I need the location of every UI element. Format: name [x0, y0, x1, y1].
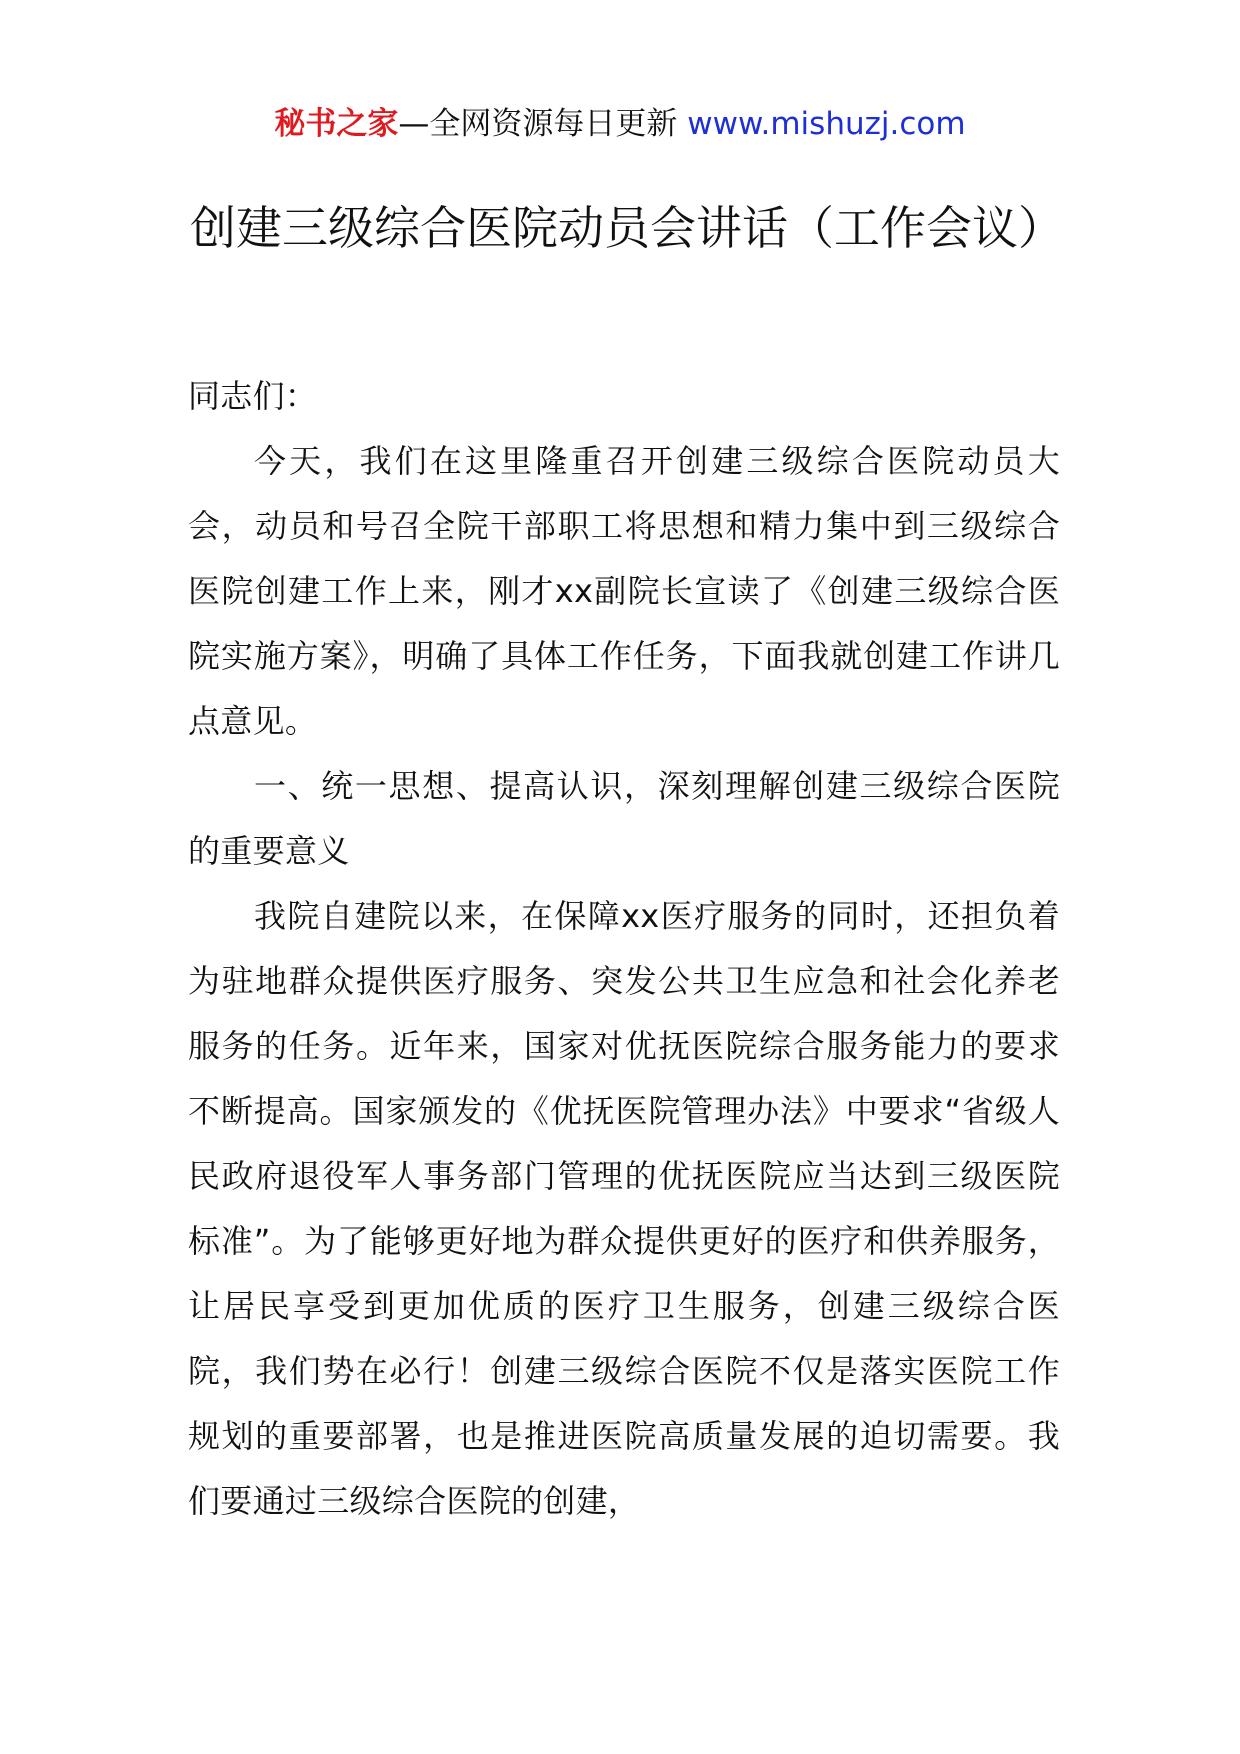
document-body: [188, 364, 1060, 1534]
document-title: 创建三级综合医院动员会讲话（工作会议）: [190, 201, 1064, 255]
salutation: 同志们：: [188, 377, 318, 415]
section-heading-1: 一、统一思想、提高认识，深刻理解创建三级综合医院的重要意义: [188, 767, 1060, 870]
site-url-link[interactable]: www.mishuzj.com: [687, 106, 966, 142]
header-tagline: —全网资源每日更新: [398, 106, 688, 142]
site-header: [0, 102, 1240, 146]
paragraph-intro: 今天，我们在这里隆重召开创建三级综合医院动员大会，动员和号召全院干部职工将思想和精力集中到三级综合医院创建工作上来，刚才xx副院长宣读了《创建三级综合医院实施方案》，明确了具体工作任务，下面我就创建工作讲几点意见。: [188, 442, 1060, 740]
paragraph-section-1: 我院自建院以来，在保障xx医疗服务的同时，还担负着为驻地群众提供医疗服务、突发公共卫生应急和社会化养老服务的任务。近年来，国家对优抚医院综合服务能力的要求不断提高。国家颁发的《优抚医院管理办法》中要求“省级人民政府退役军人事务部门管理的优抚医院应当达到三级医院标准”。为了能够更好地为群众提供更好的医疗和供养服务，让居民享受到更加优质的医疗卫生服务，创建三级综合医院，我们势在必行！创建三级综合医院不仅是落实医院工作规划的重要部署，也是推进医院高质量发展的迫切需要。我们要通过三级综合医院的创建，: [188, 897, 1060, 1520]
brand-name: 秘书之家: [274, 106, 399, 142]
